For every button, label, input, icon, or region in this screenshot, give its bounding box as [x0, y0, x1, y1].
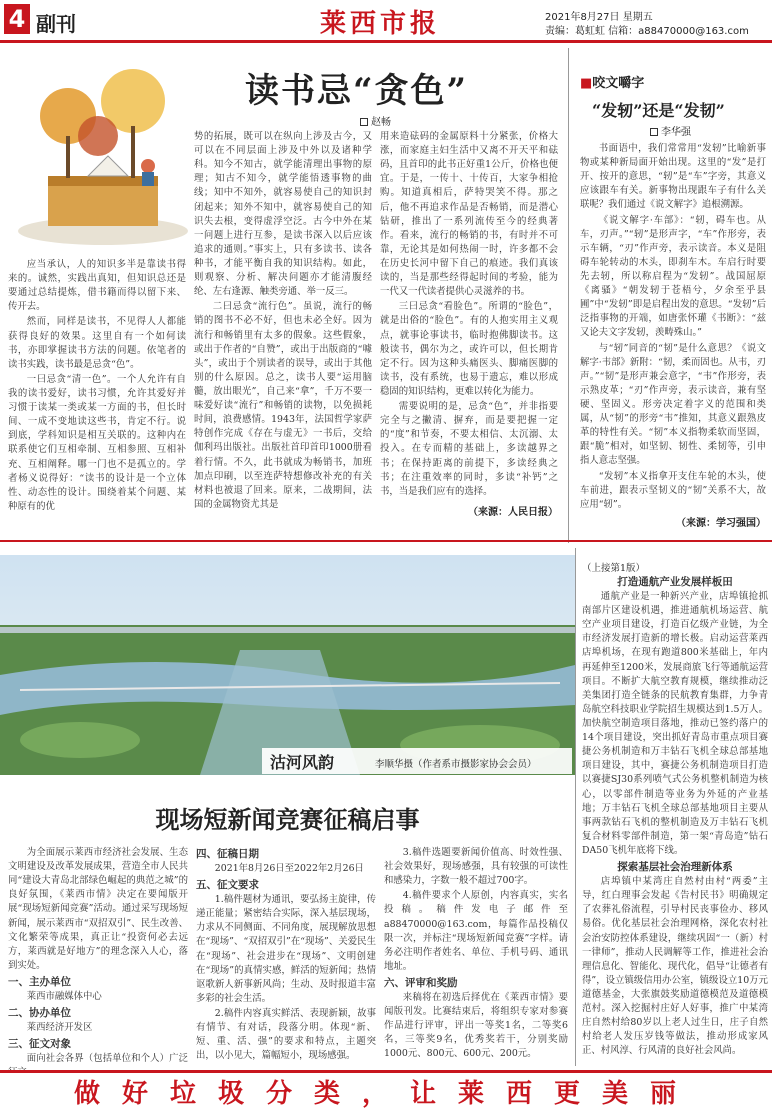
continued-note: （上接第1版）: [582, 563, 646, 574]
paragraph: 三曰忌贪“看脸色”。所谓的“脸色”，就是出俗的“脸色”。有的人抱实用主义观点，就事论事读书，临时抱佛脚读书。这般读书，偶尔为之，或许可以，但长期肯定不行。因为这种头痛医头、脚痛医脚的读书，没有系统，也易于遗忘，难以形成稳固的知识结构，更难以转化为能力。: [380, 301, 558, 397]
column-divider: [575, 548, 576, 1066]
article1-byline: [360, 113, 391, 128]
paragraph: 来稿将在初选后择优在《莱西市情》要闻版刊发。比赛结束后，将组织专家对参赛作品进行评审，评出一等奖1名，二等奖6名，三等奖9名，优秀奖若干，分别奖励1000元、800元、600元、200元。: [384, 991, 568, 1060]
photo-title: 沽河风韵: [270, 753, 335, 772]
photo-credit: 李顺华摄（作者系市摄影家协会会员）: [375, 759, 537, 770]
paragraph: 需要说明的是，忌贪“色”，并非指要完全与之撇清、摒弃，而是要把握一定的“度”和节奏，不要太相信、太沉溺、太投入。在专而精的基础上，多读越界之书；在保持距离的前提下，多读经典之书；在注重效率的同时，多读“补钙”之书，当是我们应有的选择。: [380, 401, 558, 497]
paragraph: 势的拓展，既可以在纵向上涉及古今，又可以在不同层面上涉及中外以及诸种学科。知今不知古，就学能清理出事物的原理；知古不知今，就学能悟透事物的曲线；知中不知外，就容易使自己的知识封闭起来；知外不知中，就容易使自己的知识失去根，变得虚浮空泛。古今中外在某一问题上进行互参，是读书深入以后应该追求的通则。”事实上，只有多读书、读各种书，才能平衡自我的知识结构。如此，则观察、分析、解决问题亦才能清腹经纶、左右逢源、触类旁通、举一反三。: [194, 131, 372, 298]
column-divider: [568, 48, 569, 543]
paragraph: 应当承认，人的知识多半是靠读书得来的。诚然，实践出真知，但知识总还是要通过总结提炼，借书籍而得以留下来、传开去。: [8, 259, 186, 313]
paragraph: 通航产业是一种新兴产业，店埠镇抢抓南部片区建设机遇，推进通航机场运营、航空产业项目建设，打造百亿级产业链，为全市经济发展打造新的增长极。启动运营莱西店埠机场，在现有跑道800米基础上，年内再延伸至1200米，发展商旅飞行等通航运营项目。不断扩大航空教育规模，继续推动泛美集团打造全链条的民航教育集群，力争青岛航空科技职业学院招生规模达到1.5万人。加快航空制造项目落地，推动已签约落户的14个项目建设，突出抓好青岛市重点项目赛捷公务机制造和万丰钻石飞机全球总部基地项目建设，其中，赛捷公务机制造项目打造以赛捷SJ30系列喷气式公务机整机制造为核心，以零部件制造等业务为外延的产业基地；万丰钻石飞机全球总部基地项目主要从事两款钻石飞机的整机制造及万丰钻石飞机复合材料零部件制造，第一架“青岛造”钻石DA50飞机年底将下线。: [582, 591, 768, 856]
paragraph: 为全面展示莱西市经济社会发展、生态文明建设及改革发展成果，营造全市人民共同“建设大青岛北部绿色崛起的典范之城”的良好氛围，《莱西市情》决定在要闻版开展“现场短新闻竞赛”活动。通过采写现场短新闻，展示莱西市“双招双引”、民生改善、文化繁荣等成果，真正让“投资何必去远方，莱西就是好地方”的理念深入人心，落到实处。: [8, 847, 188, 971]
paragraph: 书面语中，我们常常用“发轫”比喻新事物或某种新局面开始出现。这里的“发”是打开、按开的意思，“轫”是“车”字旁，其意义应该跟车有关。新事物出现跟车子有什么关联呢？我们通过《说文解字》追根溯源。: [580, 143, 766, 211]
paragraph: 1.稿件题材为通讯，要弘扬主旋律，传递正能量；紧密结合实际，深入基层现场，力求从不同侧面、不同角度，展现解放思想在“现场”、“双招双引”在“现场”、关爱民生在“现场”、社会进步在“现场”、文明创建在“现场”的真情实感，鲜活的短新闻；热情讴歌新人新事新风尚；生动、及时报道丰富多彩的社会生活。: [196, 894, 376, 1004]
article1-source: （来源：人民日报）: [468, 507, 558, 518]
article2-byline: [650, 123, 691, 138]
article1-column-1: [8, 258, 186, 516]
masthead-logo: 莱西市报: [320, 9, 441, 39]
notice-value: 莱西经济开发区: [26, 1022, 93, 1034]
article3-body: [582, 574, 768, 1066]
article1-column-3: [380, 130, 558, 500]
byline-box-icon: [360, 118, 368, 126]
notice-heading: 一、主办单位: [8, 975, 71, 988]
column-label-text: 咬文嚼字: [592, 76, 645, 91]
article3-subhead-1: 打造通航产业发展样板田: [617, 576, 733, 588]
article2-source: （来源：学习强国）: [676, 518, 766, 529]
paragraph: 《说文解字·车部》：“轫，碍车也。从车，刃声。”“轫”是形声字，“车”作形旁，表示车辆，“刃”作声旁，表示读音。本义是阻碍车轮转动的木头，即刹车木。车启行时要先去轫，所以称启程为“发轫”。战国屈原《离骚》“朝发轫于苍梧兮，夕余至乎县圃”中“发轫”即是启程出发的意思。“发轫”后泛指事物的开端，如唐张怀瓘《书断》：“兹又论夫文字发轫，羡畴殊山。”: [580, 214, 766, 339]
paragraph: 二曰忌贪“流行色”。虽说，流行的畅销的图书不必不好，但也未必全好。因为流行和畅销里有太多的假象。这些假象，或出于作者的“自赞”，或出于出版商的“噱头”，或出于个别读者的误导，或出于其他别的什么原因。总之，读书人要“运用脑髓，放出眼光”，自己来“拿”，千万不要一味爱好读“流行”和畅销的读物，以免损耗时间，浪费感情。1943年，法国哲学家萨特创作完成《存在与虚无》一书后，交给伽利玛出版社。出版社首印首印1000册看着行情。不久，此书就成为畅销书，加班加点印刷，以至连萨特想修改补充的有关材料也被退了回来。原来，二战期间，法国的金属物资尤其是: [194, 301, 372, 510]
column-label: [580, 72, 644, 91]
notice-heading: 三、征文对象: [8, 1038, 71, 1051]
reading-illustration: [8, 56, 198, 251]
article4-title: 现场短新闻竞赛征稿启事: [155, 805, 420, 834]
square-bullet-icon: ■: [580, 76, 593, 91]
notice-value: 面向社会各界（包括单位和个人）广泛: [26, 1053, 188, 1065]
editor-line: 责编：葛虹虹 信箱：a88470000@163.com: [545, 26, 749, 37]
article1-title: 读书忌“贪色”: [245, 71, 469, 111]
article1-column-2: [194, 130, 372, 516]
paragraph: 4.稿件要求个人原创，内容真实，实名投稿。稿件发电子邮件至a88470000@163.com，每篇作品投稿仅限一次，并标注“现场短新闻竞赛”字样。请务必注明作者姓名、单位、手机号码、通讯地址。: [384, 890, 568, 972]
section-title: 副刊: [36, 12, 76, 36]
date-line: 2021年8月27日 星期五: [545, 12, 653, 23]
article2-author: 李华强: [661, 127, 691, 138]
notice-value: 2021年8月26日至2022年2月26日: [214, 863, 364, 874]
article4-column-1: [8, 846, 188, 1066]
paragraph: 用来造砝码的金属原料十分紧张，价格大涨，而家庭主妇生活中又离不开天平和砝码，且首印的此书正好重1公斤，价格也便宜。于是，一传十、十传百，大家争相抢购。知道真相后，萨特哭笑不得。那之后，他不再追求作品是否畅销，而是潜心钻研，推出了一系列流传至今的经典著作。看来，流行的畅销的书，有时并不可靠，无论其是如何热闹一时，许多都不会在历史长河中留下自己的痕迹。我们真该读的，当是那些经得起时间的考验，能为一代又一代读者提供心灵滋养的书。: [380, 131, 558, 298]
article2-body: [580, 142, 766, 512]
page-number: 4: [4, 4, 30, 34]
notice-heading: 四、征稿日期: [196, 848, 259, 860]
notice-value: 莱西市融媒体中心: [26, 990, 102, 1002]
header-rule: [0, 40, 772, 43]
paragraph: 与“轫”同音的“韧”是什么意思？《说文解字·韦部》新附：“韧，柔而固也。从韦，刃声。”“韧”是形声兼会意字，“韦”作形旁，表示熟皮革；“刃”作声旁，表示读音，兼有坚硬、坚固义。形旁决定着字义的范围和类属，从“韧”的形旁“韦”推知，其意义跟熟皮革的特性有关。“韧”本义指物柔软而坚固，跟“脆”相对，如坚韧、韧性、柔韧等，引申指人意志坚强。: [580, 342, 766, 467]
paragraph: 3.稿件选题要新闻价值高、时效性强、社会效果好，现场感强，具有较强的可读性和感染力，字数一般不超过700字。: [384, 847, 568, 887]
article2-title: “发轫”还是“发韧”: [592, 101, 725, 120]
paragraph: “发轫”本义指拿开支住车轮的木头，使车前进，跟表示坚韧义的“韧”关系不大，故应用“轫”。: [580, 470, 766, 510]
article4-column-3: [384, 846, 568, 1066]
article4-column-2: [196, 846, 376, 1066]
article3-subhead-2: 探索基层社会治理新体系: [617, 861, 733, 874]
paragraph: 2.稿件内容真实鲜活、表现新颖，故事有情节、有对话，段落分明。体现“新、短、重、活、强”的要求和特点，主题突出，以小见大，篇幅短小，现场感强。: [196, 1007, 376, 1062]
section-rule: [0, 540, 772, 542]
paragraph: 然而，同样是读书，不见得人人都能获得良好的效果。这里自有一个如何读书，亦即掌握读书方法的问题。依笔者的读书实践，读书最是忌贪“色”。: [8, 316, 186, 370]
paragraph: 一曰忌贪“清一色”。一个人允许有自我的读书爱好，读书习惯，允许其爱好并习惯于读某一类或某一方面的书，但长时间、一成不变地读这些书，肯定不行。说到底，学科知识是相互关联的。这种内在联系使它们互相牵制、互相参照、互相补充、互相阐释。哪一门也不是孤立的。学者杨义说得好：“读书的设计是一个立体性、动态性的设计。围绕着某个问题、某种原有的优: [8, 373, 186, 512]
footer-slogan: 做好垃圾分类，让莱西更美丽: [73, 1079, 698, 1109]
notice-heading: 二、协办单位: [8, 1007, 71, 1020]
article1-author: 赵畅: [371, 117, 391, 128]
notice-heading: 五、征文要求: [196, 879, 259, 892]
river-photo: [0, 555, 575, 775]
paragraph: 店埠镇中某湾庄自然村由村“两委”主导，红白理事会发起《告村民书》明确规定了农葬礼俗流程，引导村民丧事俭办、移风易俗。优化基层社会治理网格，深化农村社会治安防控体系建设，继续巩固“一（新）村一律师”，推动人民调解等工作，推进社会治理信息化、智能化、现代化，倡导“让德者有得”，设立镇级信用办公室，镇级设立10万元道德基金，大张旗鼓奖励道德模范及道德模范村。深入挖掘村庄好人好事，推广中某湾庄自然村给80岁以上老人过生日，庄子自然村给老人发压岁钱等做法，推动形成家风正、村风淳、行风清的良好社会风尚。: [582, 876, 768, 1057]
notice-heading: 六、评审和奖励: [384, 976, 458, 989]
byline-box-icon: [650, 128, 658, 136]
